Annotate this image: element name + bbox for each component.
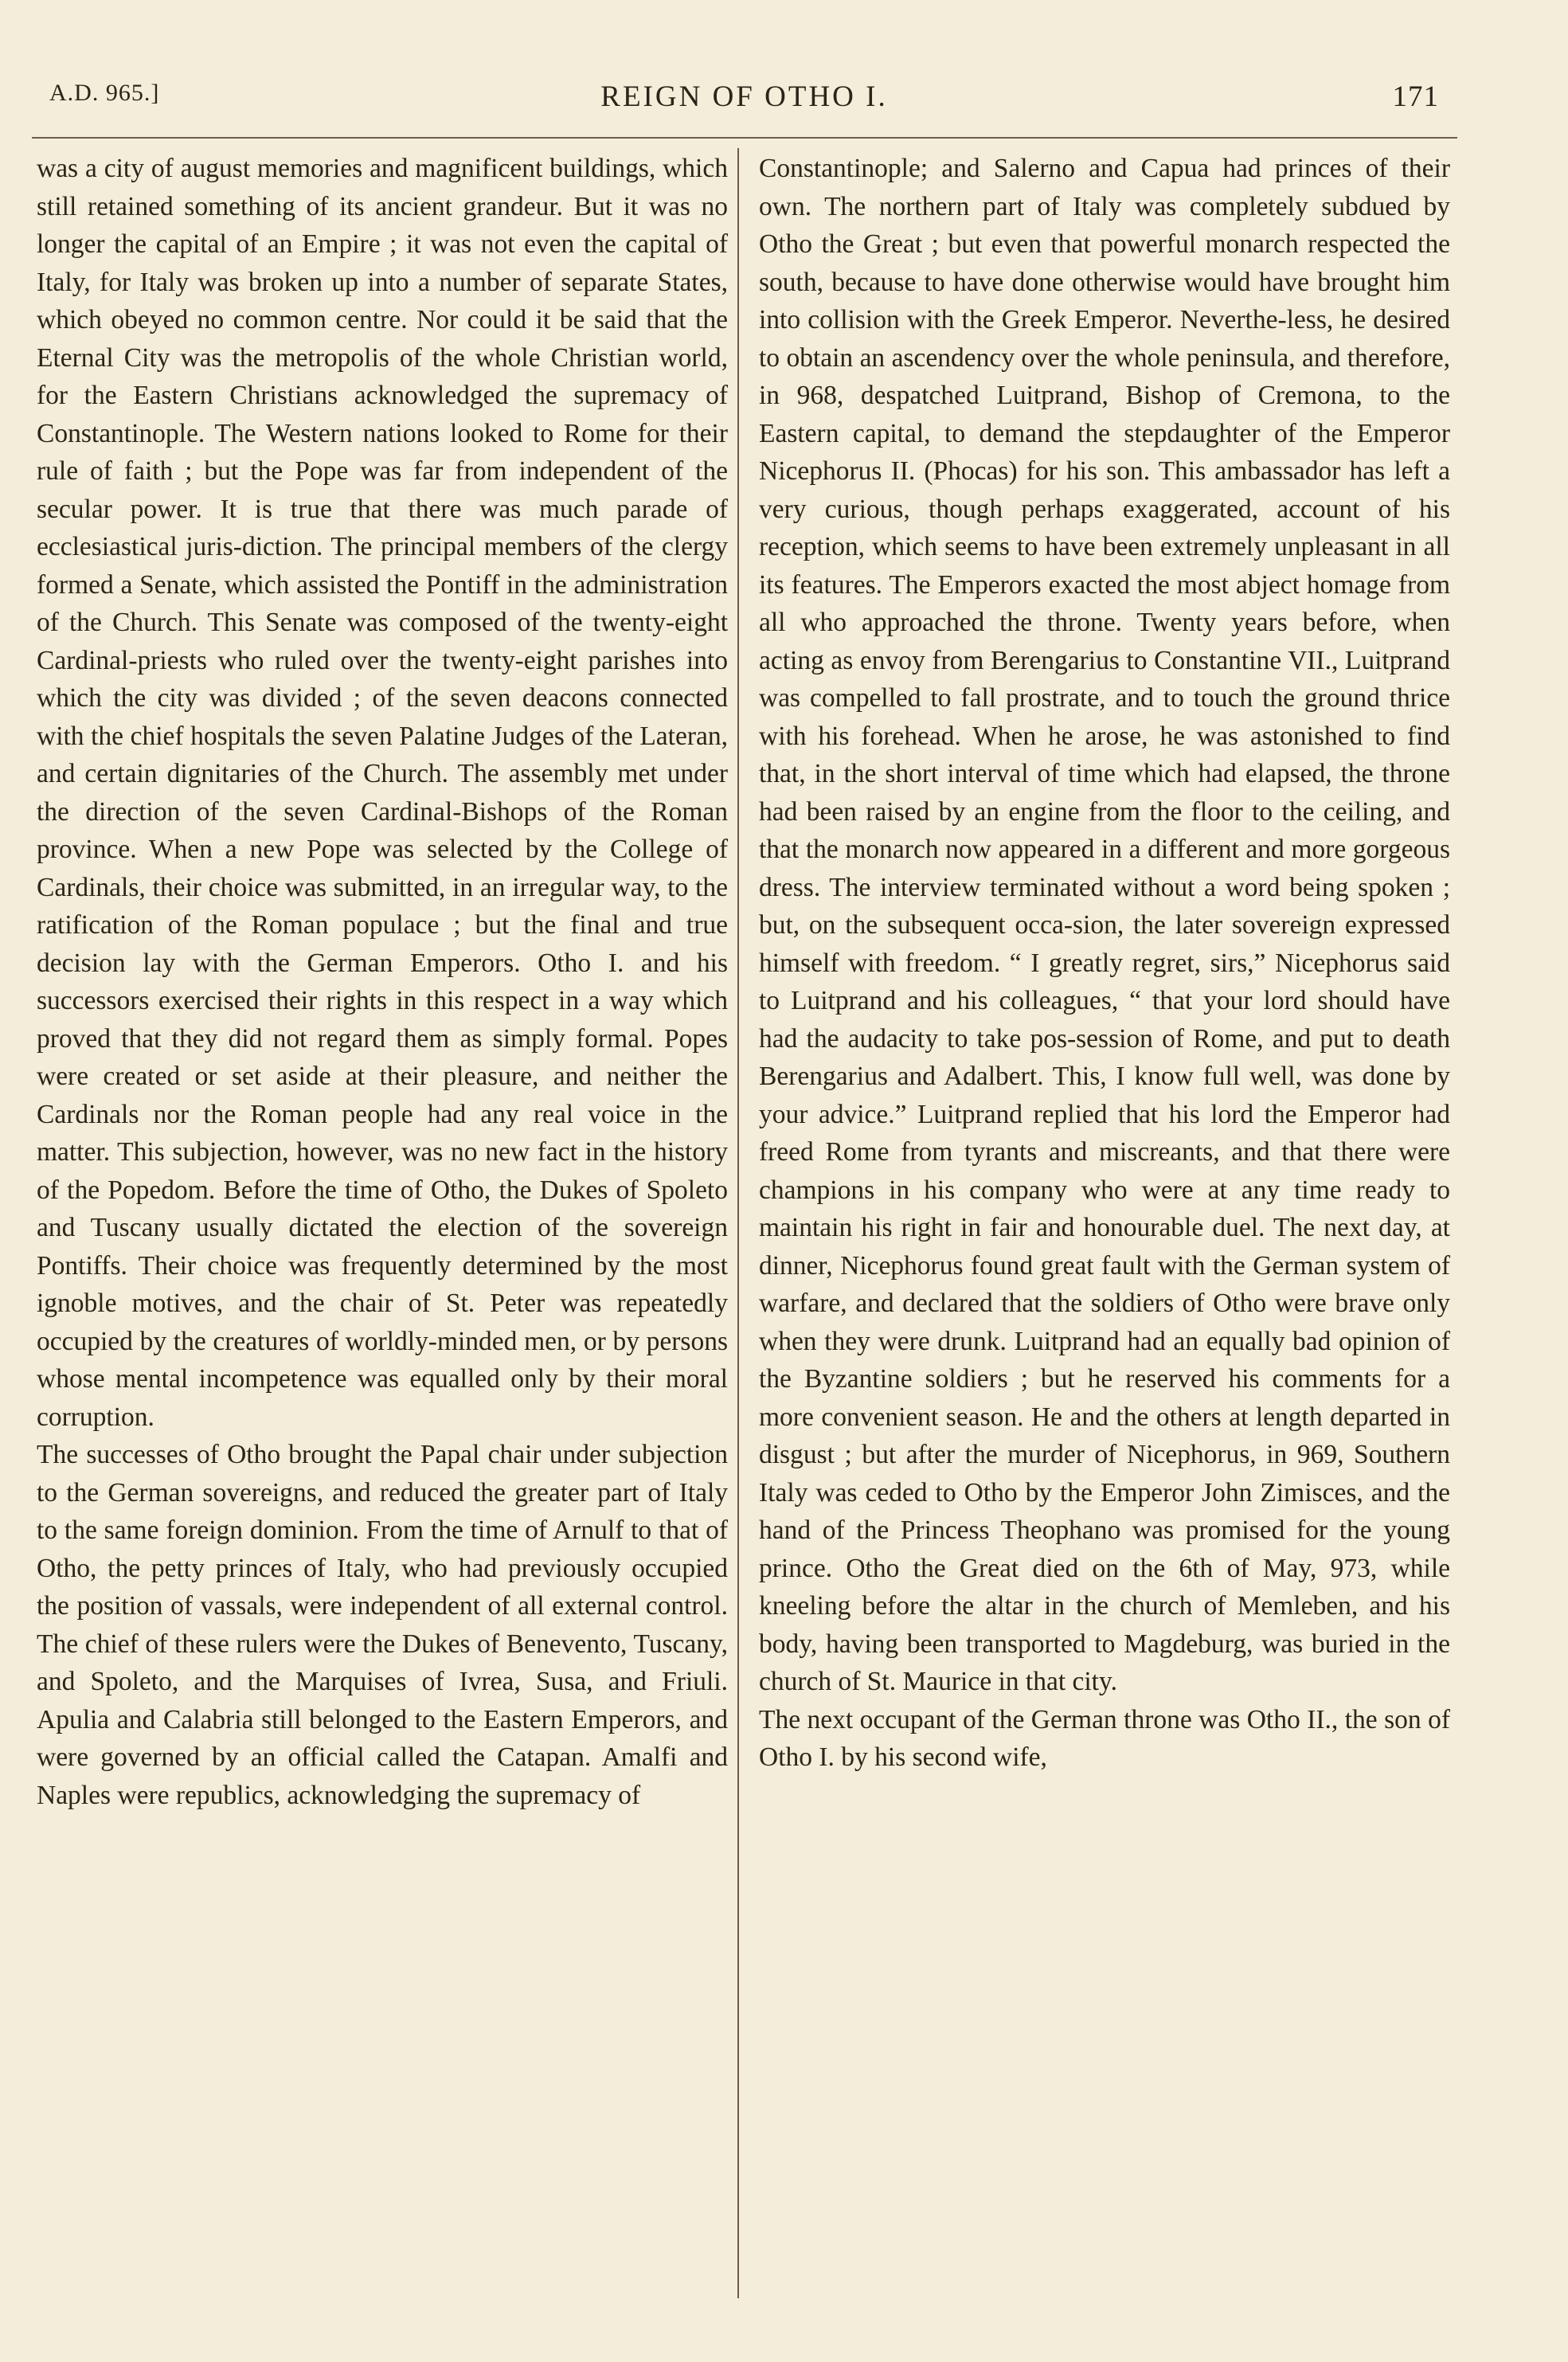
paragraph: The next occupant of the German throne was Otho II., the son of Otho I. by his second wife, [759,1704,1450,1772]
paragraph: The successes of Otho brought the Papal chair under subjection to the German sovereigns, and reduced the greater part of Italy to the same foreign dominion. From the time of Arnulf to that of Otho, the petty princes of Italy, who had previously occupied the position of vassals, were independent of all external control. The chief of these rulers were the Dukes of Benevento, Tuscany, and Spoleto, and the Marquises of Ivrea, Susa, and Friuli. Apulia and Calabria still belonged to the Eastern Emperors, and were governed by an official called the Catapan. Amalfi and Naples were republics, acknowledging the supremacy of [37,1440,728,1810]
running-header [49,80,1439,127]
right-column [759,150,1450,1777]
paragraph: was a city of august memories and magnificent buildings, which still retained something of its ancient grandeur. But it was no longer the capital of an Empire ; it was not even the capital of Italy, for Italy was broken up into a number of separate States, which obeyed no common centre. Nor could it be said that the Eternal City was the metropolis of the whole Christian world, for the Eastern Christians acknowledged the supremacy of Constantinople. The Western nations looked to Rome for their rule of faith ; but the Pope was far from independent of the secular power. It is true that there was much parade of ecclesiastical juris-diction. The principal members of the clergy formed a Senate, which assisted the Pontiff in the administration of the Church. This Senate was composed of the twenty-eight Cardinal-priests who ruled over the twenty-eight parishes into which the city was divided ; of the seven deacons connected with the chief hospitals the seven Palatine Judges of the Lateran, and certain dignitaries of the Church. The assembly met under the direction of the seven Cardinal-Bishops of the Roman province. When a new Pope was selected by the College of Cardinals, their choice was submitted, in an irregular way, to the ratification of the Roman populace ; but the final and true decision lay with the German Emperors. Otho I. and his successors exercised their rights in this respect in a way which proved that they did not regard them as simply formal. Popes were created or set aside at their pleasure, and neither the Cardinals nor the Roman people had any real voice in the matter. This subjection, however, was no new fact in the history of the Popedom. Before the time of Otho, the Dukes of Spoleto and Tuscany usually dictated the election of the sovereign Pontiffs. Their choice was frequently determined by the most ignoble motives, and the chair of St. Peter was repeatedly occupied by the creatures of worldly-minded men, or by persons whose mental incompetence was equalled only by their moral corruption. [37,154,728,1432]
left-column [37,150,728,1814]
header-title: REIGN OF OTHO I. [600,80,888,113]
header-date: A.D. 965.] [49,80,160,106]
paragraph: Constantinople; and Salerno and Capua had princes of their own. The northern part of Italy was completely subdued by Otho the Great ; but even that powerful monarch respected the south, because to have done otherwise would have brought him into collision with the Greek Emperor. Neverthe-less, he desired to obtain an ascendency over the whole peninsula, and therefore, in 968, despatched Luitprand, Bishop of Cremona, to the Eastern capital, to demand the stepdaughter of the Emperor Nicephorus II. (Phocas) for his son. This ambassador has left a very curious, though perhaps exaggerated, account of his reception, which seems to have been extremely unpleasant in all its features. The Emperors exacted the most abject homage from all who approached the throne. Twenty years before, when acting as envoy from Berengarius to Constantine VII., Luitprand was compelled to fall prostrate, and to touch the ground thrice with his forehead. When he arose, he was astonished to find that, in the short interval of time which had elapsed, the throne had been raised by an engine from the floor to the ceiling, and that the monarch now appeared in a different and more gorgeous dress. The interview terminated without a word being spoken ; but, on the subsequent occa-sion, the later sovereign expressed himself with freedom. “ I greatly regret, sirs,” Nicephorus said to Luitprand and his colleagues, “ that your lord should have had the audacity to take pos-session of Rome, and put to death Berengarius and Adalbert. This, I know full well, was done by your advice.” Luitprand replied that his lord the Emperor had freed Rome from tyrants and miscreants, and that there were champions in his company who were at any time ready to maintain his right in fair and honourable duel. The next day, at dinner, Nicephorus found great fault with the German system of warfare, and declared that the soldiers of Otho were brave only when they were drunk. Luitprand had an equally bad opinion of the Byzantine soldiers ; but he reserved his comments for a more convenient season. He and the others at length departed in disgust ; but after the murder of Nicephorus, in 969, Southern Italy was ceded to Otho by the Emperor John Zimisces, and the hand of the Princess Theophano was promised for the young prince. Otho the Great died on the 6th of May, 973, while kneeling before the altar in the church of Memleben, and his body, having been transported to Magdeburg, was buried in the church of St. Maurice in that city. [759,154,1450,1696]
header-rule [32,137,1457,139]
page-number: 171 [1392,80,1439,113]
column-divider [737,148,739,2298]
